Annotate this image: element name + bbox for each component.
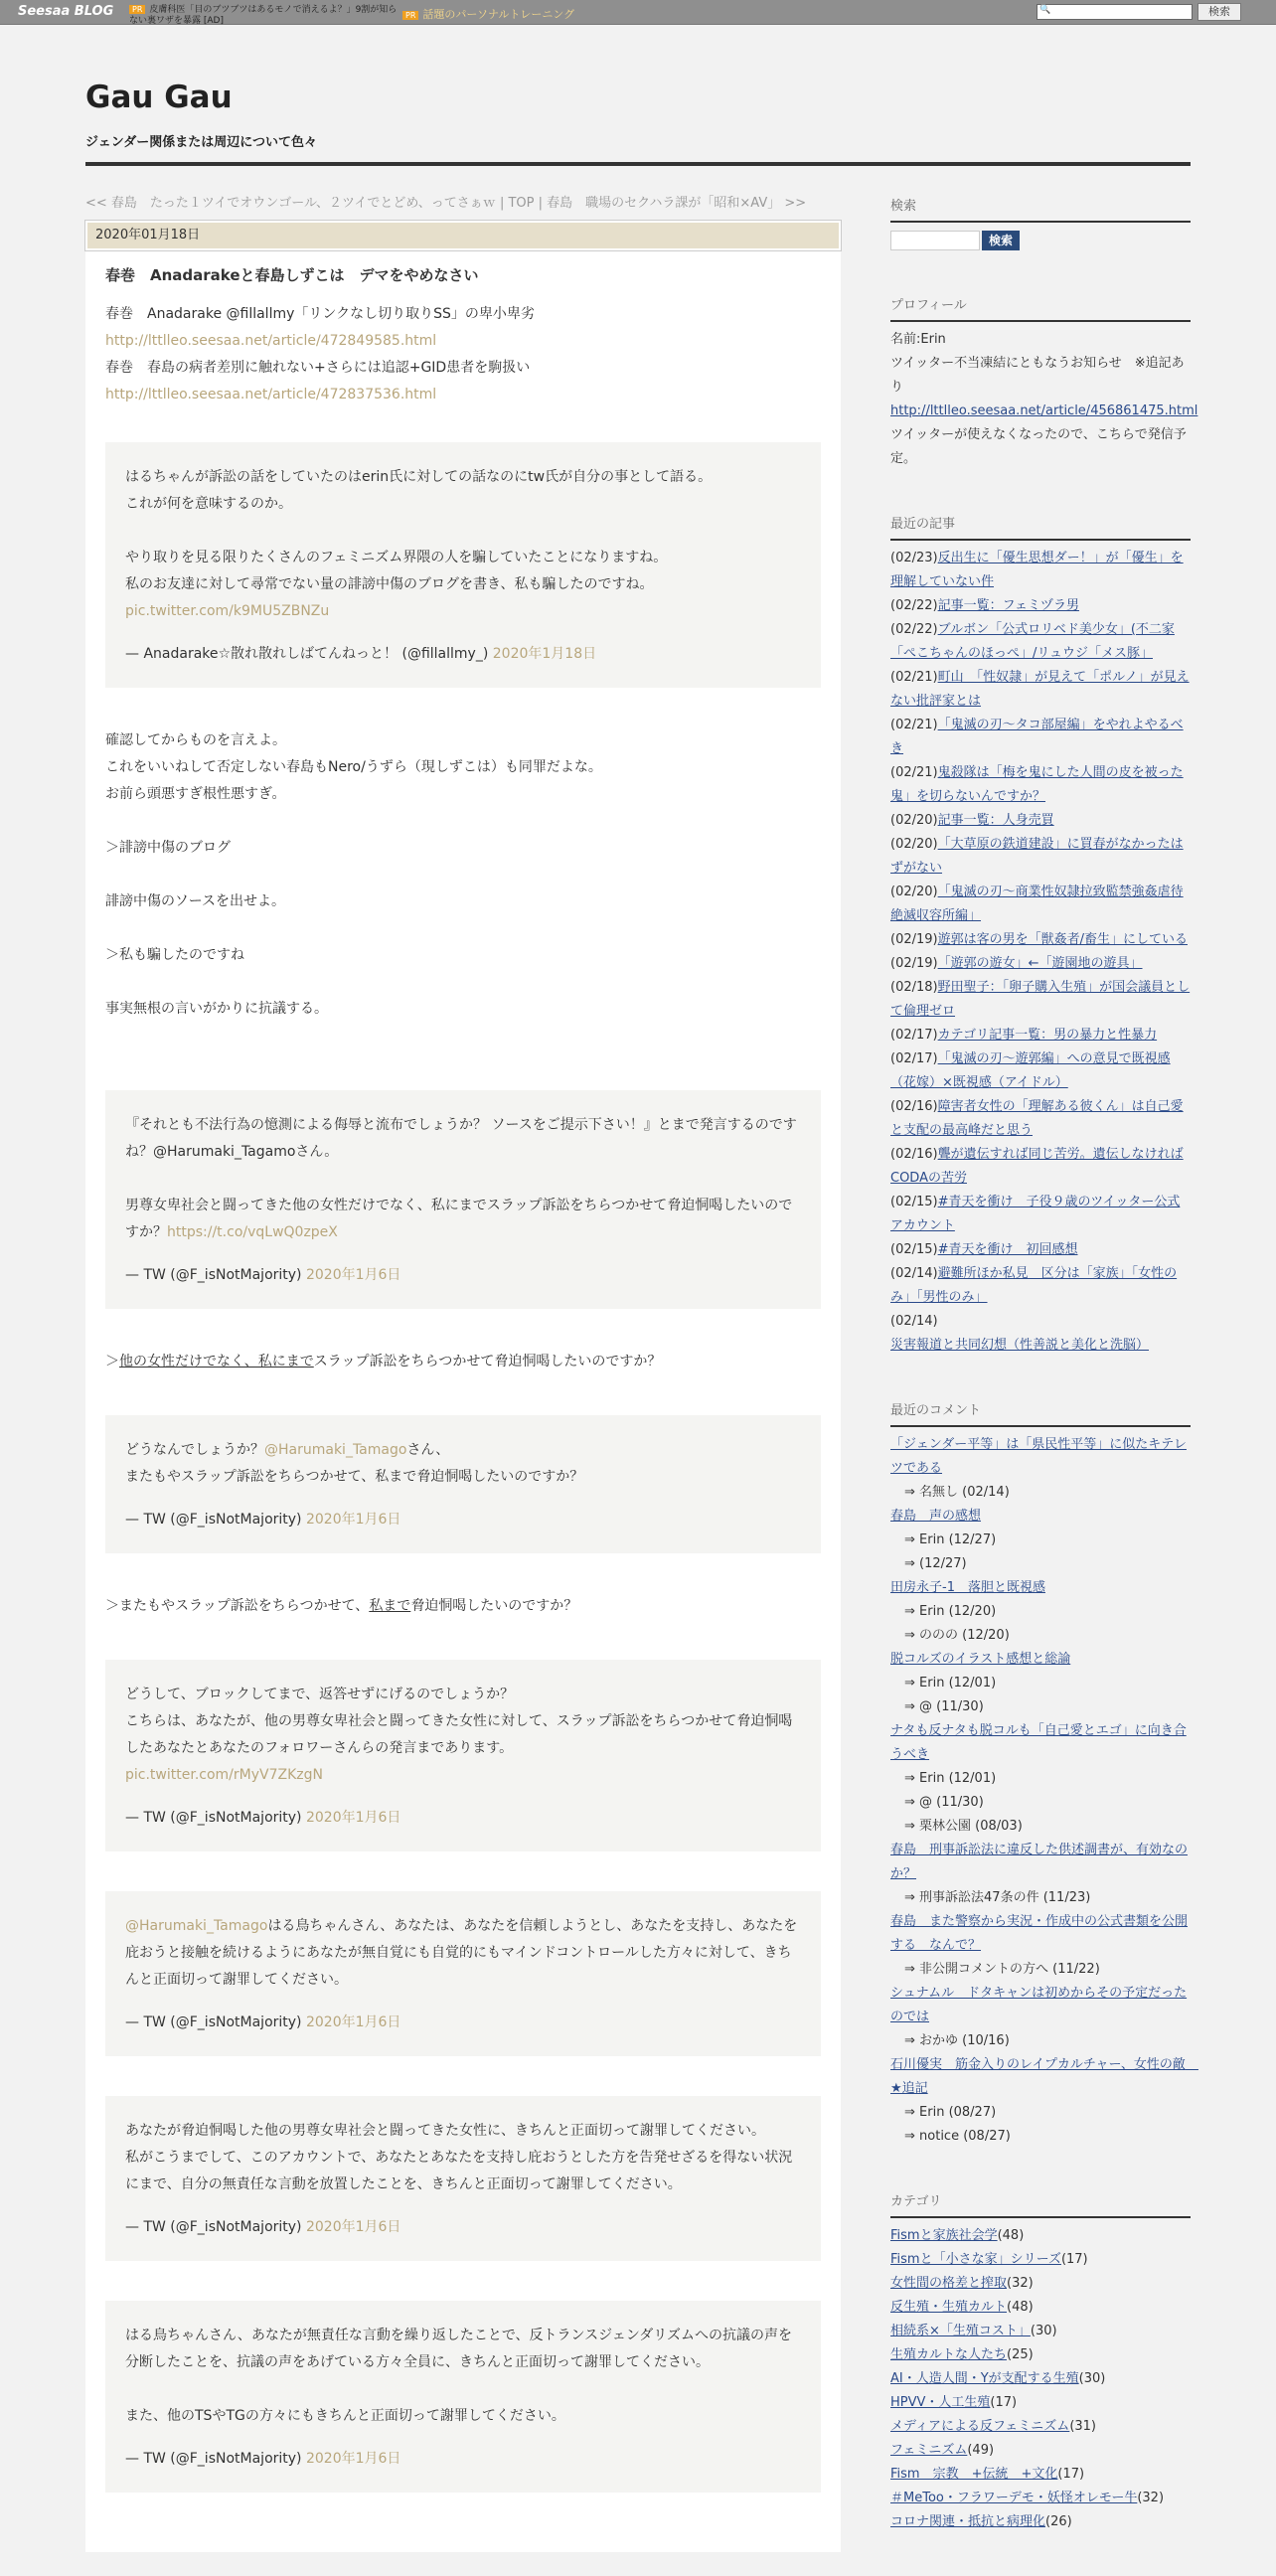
tweet-author: — TW (@F_isNotMajority) <box>125 1512 302 1528</box>
category-item <box>890 2296 1191 2320</box>
comment-author[interactable]: ⇒ 栗林公園 (08/03) <box>904 1819 1023 1834</box>
recent-post-item <box>890 952 1191 976</box>
recent-post-link[interactable]: #青天を衝け 初回感想 <box>937 1242 1078 1257</box>
recent-post-link[interactable]: 避難所ほか私見 区分は「家族」「女性のみ」「男性のみ」 <box>890 1266 1178 1305</box>
sidebar-search-button[interactable]: 検索 <box>982 231 1020 250</box>
recent-comment-item <box>890 1648 1191 1719</box>
recent-post-link[interactable]: 鬼殺隊は「梅を鬼にした人間の皮を被った鬼」を切らないんですか？ <box>890 765 1184 804</box>
recent-post-item <box>890 761 1191 809</box>
section-heading: カテゴリ <box>890 2190 1191 2218</box>
top-bar <box>0 0 1276 25</box>
comment-author[interactable]: ⇒ (12/27) <box>904 1556 967 1571</box>
category-count: (31) <box>1069 2419 1096 2434</box>
tweet-author: — TW (@F_isNotMajority) <box>125 2219 302 2235</box>
recent-post-link[interactable]: 記事一覧：フェミヅラ男 <box>937 598 1079 613</box>
recent-post-item <box>890 714 1191 761</box>
comment-author[interactable]: ⇒ notice (08/27) <box>904 2129 1011 2144</box>
quote-text: こちらは、あなたが、他の男尊女卑社会と闘ってきた女性に対して、スラップ訴訟をちらつかせて脅迫恫喝したあなたとあなたのフォロワーさんらの発言まであります。 <box>125 1713 793 1756</box>
comment-author[interactable]: ⇒ Erin (12/20) <box>904 1604 997 1619</box>
section-heading: 最近の記事 <box>890 513 1191 541</box>
comment-post-link[interactable]: ナタも反ナタも脱コルも「自己愛とエゴ」に向き合うべき <box>890 1723 1187 1762</box>
recent-post-link[interactable]: 災害報道と共同幻想（性善説と美化と洗脳） <box>890 1338 1150 1353</box>
comment-author[interactable]: ⇒ Erin (12/27) <box>904 1532 997 1547</box>
tweet-date-link[interactable]: 2020年1月6日 <box>305 2451 401 2467</box>
tweet-citation <box>125 641 801 668</box>
ad-text: 話題のパーソナルトレーニング <box>422 8 575 21</box>
intro-text: 春巻 春島の病者差別に触れない+さらには追認+GID患者を駒扱い <box>105 360 531 376</box>
tweet-date-link[interactable]: 2020年1月18日 <box>492 646 597 662</box>
recent-post-item <box>890 1024 1191 1047</box>
tweet-image-link[interactable]: pic.twitter.com/k9MU5ZBNZu <box>125 603 330 619</box>
recent-post-item <box>890 809 1191 833</box>
category-item <box>890 2272 1191 2296</box>
prev-post-link[interactable]: << 春島 たった１ツイでオウンゴール、２ツイでとどめ、ってさぁｗ <box>85 196 496 211</box>
quote-text: また、他のTSやTGの方々にもきちんと正面切って謝罪してください。 <box>125 2408 565 2424</box>
quote-text: どうなんでしょうか？ <box>125 1442 264 1458</box>
recent-post-link[interactable]: #青天を衝け 子役９歳のツイッター公式アカウント <box>890 1195 1181 1233</box>
quote-text: 男尊女卑社会と闘ってきた他の女性だけでなく、私にまでスラップ訴訟をちらつかせて脅迫恫喝したいのですか？ <box>125 1198 793 1240</box>
section-heading: プロフィール <box>890 294 1191 322</box>
nav-separator: | <box>499 196 505 211</box>
body-text: ＞私も騙したのですね <box>105 947 244 963</box>
underlined-text: 他の女性だけでなく、私にまで <box>119 1354 314 1369</box>
comment-post-link[interactable]: 「ジェンダー平等」は「県民性平等」に似たキテレツである <box>890 1437 1187 1476</box>
recent-post-date: (02/20) <box>890 837 938 852</box>
body-text: 事実無根の言いがかりに抗議する。 <box>105 1001 328 1017</box>
recent-post-date: (02/20) <box>890 885 938 899</box>
category-count: (17) <box>1060 2252 1088 2267</box>
comment-author[interactable]: ⇒ 非公開コメントの方へ (11/22) <box>904 1962 1100 1977</box>
recent-post-link[interactable]: カテゴリ記事一覧：男の暴力と性暴力 <box>937 1028 1158 1043</box>
sidebar-search-input[interactable] <box>890 231 980 250</box>
top-search-input[interactable] <box>1037 4 1193 20</box>
comment-author[interactable]: ⇒ @ (11/30) <box>904 1795 984 1810</box>
tweet-date-link[interactable]: 2020年1月6日 <box>305 1512 401 1528</box>
body-text: 脅迫恫喝したいのですか？ <box>410 1598 578 1614</box>
blog-description: ジェンダー関係または周辺について色々 <box>85 135 317 150</box>
recent-post-date: (02/14) <box>890 1266 938 1281</box>
quote-text: はるちゃんが訴訟の話をしていたのはerin氏に対しての話なのにtw氏が自分の事として語る。 <box>125 469 713 485</box>
recent-post-link[interactable]: 聾が遺伝すれば同じ苦労。遺伝しなければCODAの苦労 <box>890 1147 1184 1186</box>
post <box>85 250 841 2552</box>
recent-comment-item <box>890 1505 1191 1576</box>
tweet-citation <box>125 2446 801 2473</box>
category-item <box>890 2391 1191 2415</box>
recent-post-date: (02/22) <box>890 622 938 637</box>
seesaa-logo[interactable]: Seesaa BLOG <box>18 4 114 19</box>
recent-post-item <box>890 928 1191 952</box>
category-link[interactable]: 生殖カルトな人たち <box>890 2347 1008 2362</box>
comment-post-link[interactable]: 春島 刑事訴訟法に違反した供述調書が、有効なのか？ <box>890 1843 1189 1881</box>
quote-text: あなたが脅迫恫喝した他の男尊女卑社会と闘ってきた女性に、きちんと正面切って謝罪してください。 <box>125 2123 765 2139</box>
recent-post-item <box>890 976 1191 1024</box>
comment-author[interactable]: ⇒ Erin (08/27) <box>904 2105 997 2120</box>
recent-post-link[interactable]: 「遊郭の遊女」←「遊園地の遊具」 <box>937 956 1143 971</box>
recent-post-item <box>890 666 1191 714</box>
quote-text: 私のお友達に対して尋常でない量の誹謗中傷のブログを書き、私も騙したのですね。 <box>125 576 654 592</box>
recent-comment-item <box>890 1982 1191 2053</box>
category-item <box>890 2320 1191 2343</box>
ad-link-1[interactable] <box>129 4 398 27</box>
tweet-date-link[interactable]: 2020年1月6日 <box>305 2219 401 2235</box>
recent-post-link[interactable]: 「大草原の鉄道建設」に買春がなかったはずがない <box>890 837 1184 876</box>
recent-comments-section <box>890 1399 1198 2149</box>
tweet-author: — TW (@F_isNotMajority) <box>125 2451 302 2467</box>
recent-post-link[interactable]: 遊郭は客の男を「獣姦者/畜生」にしている <box>937 932 1188 947</box>
quote-text: 私がこうまでして、このアカウントで、あなたとあなたを支持し庇おうとした方を告発せざるを得ない状況にまで、自分の無責任な言動を放置したことを、きちんと正面切って謝罪してください。 <box>125 2150 793 2192</box>
tweet-date-link[interactable]: 2020年1月6日 <box>305 2014 401 2030</box>
quote-text: さん、 <box>406 1442 450 1458</box>
recent-post-item <box>890 1310 1191 1358</box>
profile-name: 名前:Erin <box>890 332 946 347</box>
category-count: (32) <box>1137 2491 1165 2505</box>
category-link[interactable]: ＃MeToo・フラワーデモ・妖怪オレモー牛 <box>890 2491 1138 2505</box>
recent-comment-item <box>890 1910 1191 1982</box>
mention-link[interactable]: @Harumaki_Tamago <box>125 1918 268 1934</box>
recent-post-date: (02/21) <box>890 670 938 685</box>
ad-tag: PR <box>129 5 145 14</box>
body-text: ＞またもやスラップ訴訟をちらつかせて、 <box>105 1598 370 1614</box>
profile-link[interactable]: http://lttlleo.seesaa.net/article/456861475.html <box>890 403 1198 418</box>
profile-text: ツイッター不当凍結にともなうお知らせ ※追記あり <box>890 356 1185 395</box>
blog-header <box>85 80 1191 150</box>
tweet-link[interactable]: https://t.co/vqLwQ0zpeX <box>167 1224 338 1240</box>
recent-post-date: (02/14) <box>890 1314 938 1329</box>
intro-link[interactable]: http://lttlleo.seesaa.net/article/472849585.html <box>105 333 437 349</box>
tweet-citation <box>125 2214 801 2241</box>
quote-text: やり取りを見る限りたくさんのフェミニズム界隈の人を騙していたことになりますね。 <box>125 550 668 565</box>
comment-post-link[interactable]: 春島 声の感想 <box>890 1509 982 1524</box>
profile-section <box>890 294 1198 471</box>
ad-tag: PR <box>402 11 418 20</box>
quote-text: はる鳥ちゃんさん、あなたは、あなたを信頼しようとし、あなたを支持し、あなたを庇おうと接触を続けるようにあなたが無自覚にも自覚的にもマインドコントロールした方々に対して、きちんと正面切って謝罪してください。 <box>125 1918 798 1988</box>
category-count: (49) <box>967 2443 995 2458</box>
category-count: (30) <box>1078 2371 1106 2386</box>
category-link[interactable]: コロナ関連・抵抗と病理化 <box>890 2514 1046 2529</box>
tweet-citation <box>125 1262 801 1289</box>
recent-comment-item <box>890 1433 1191 1505</box>
recent-post-date: (02/21) <box>890 718 938 732</box>
recent-post-item <box>890 1191 1191 1238</box>
tweet-quote <box>105 1660 821 1852</box>
body-text: ＞ <box>105 1354 119 1369</box>
body-text: スラップ訴訟をちらつかせて脅迫恫喝したいのですか？ <box>313 1354 662 1369</box>
recent-post-item <box>890 833 1191 881</box>
recent-post-link[interactable]: 町山 「性奴隷」が見えて「ポルノ」が見えない批評家とは <box>890 670 1190 709</box>
category-count: (17) <box>990 2395 1018 2410</box>
category-link[interactable]: フェミニズム <box>890 2443 968 2458</box>
recent-post-link[interactable]: 「鬼滅の刃～タコ部屋編」をやれよやるべき <box>890 718 1184 756</box>
category-item <box>890 2224 1191 2248</box>
category-count: (25) <box>1007 2347 1034 2362</box>
tweet-quote <box>105 442 821 688</box>
category-count: (32) <box>1007 2276 1034 2291</box>
tweet-author: — TW (@F_isNotMajority) <box>125 2014 302 2030</box>
ad-text: 皮膚科医「目のブツブツはあるモノで消えるよ？」9割が知らない裏ワザを暴露 [AD] <box>129 5 398 26</box>
comment-author[interactable]: ⇒ 名無し (02/14) <box>904 1485 1010 1500</box>
body-text: 誹謗中傷のソースを出せよ。 <box>105 893 286 909</box>
body-text: 確認してからものを言えよ。 <box>105 732 286 748</box>
recent-post-date: (02/15) <box>890 1242 938 1257</box>
post-title[interactable]: 春巻 Anadarakeと春島しずこは デマをやめなさい <box>105 266 479 284</box>
category-item <box>890 2510 1191 2534</box>
category-item <box>890 2439 1191 2463</box>
recent-post-date: (02/19) <box>890 956 938 971</box>
category-link[interactable]: 女性間の格差と搾取 <box>890 2276 1008 2291</box>
recent-comment-item <box>890 1576 1191 1648</box>
recent-post-link[interactable]: 記事一覧：人身売買 <box>937 813 1054 828</box>
category-link[interactable]: 相続系×「生殖コスト」 <box>890 2324 1031 2338</box>
comment-post-link[interactable]: 石川優実 筋金入りのレイプカルチャー、女性の敵 ★追記 <box>890 2057 1198 2096</box>
category-link[interactable]: AI・人造人間・Yが支配する生殖 <box>890 2371 1079 2386</box>
section-heading: 検索 <box>890 195 1191 223</box>
comment-author[interactable]: ⇒ @ (11/30) <box>904 1699 984 1714</box>
profile-text: ツイッターが使えなくなったので、こちらで発信予定。 <box>890 427 1187 466</box>
post-body <box>85 301 841 2552</box>
recent-post-item <box>890 1047 1191 1095</box>
mention-link[interactable]: @Harumaki_Tamago <box>264 1442 407 1458</box>
quote-text: またもやスラップ訴訟をちらつかせて、私まで脅迫恫喝したいのですか？ <box>125 1469 584 1485</box>
next-post-link[interactable]: 春島 職場のセクハラ課が「昭和×AV」 >> <box>547 196 807 211</box>
category-link[interactable]: Fism 宗教 +伝統 +文化 <box>890 2467 1058 2482</box>
category-item <box>890 2367 1191 2391</box>
recent-post-date: (02/19) <box>890 932 938 947</box>
sidebar <box>890 195 1198 2576</box>
category-count: (48) <box>1007 2300 1034 2315</box>
recent-post-item <box>890 547 1191 594</box>
quote-text: これが何を意味するのか。 <box>125 496 292 512</box>
post-date: 2020年01月18日 <box>85 221 841 250</box>
comment-post-link[interactable]: シュナムル ドタキャンは初めからその予定だったのでは <box>890 1986 1188 2024</box>
comment-author[interactable]: ⇒ 刑事訴訟法47条の件 (11/23) <box>904 1890 1091 1905</box>
recent-post-item <box>890 618 1191 666</box>
recent-post-link[interactable]: 「鬼滅の刃～商業性奴隷拉致監禁強姦虐待絶滅収容所編」 <box>890 885 1184 923</box>
recent-post-date: (02/15) <box>890 1195 938 1209</box>
tweet-citation <box>125 1805 801 1832</box>
body-text: これをいいねして否定しない春島もNero/うずら（現しずこは）も同罪だよな。 <box>105 759 602 775</box>
header-divider <box>85 162 1191 166</box>
tweet-citation <box>125 2010 801 2036</box>
category-item <box>890 2463 1191 2487</box>
category-item <box>890 2415 1191 2439</box>
search-icon: 🔍 <box>1039 5 1051 15</box>
tweet-citation <box>125 1507 801 1533</box>
category-count: (30) <box>1030 2324 1057 2338</box>
tweet-image-link[interactable]: pic.twitter.com/rMyV7ZKzgN <box>125 1767 323 1783</box>
tweet-quote <box>105 1090 821 1309</box>
recent-comment-item <box>890 1719 1191 1839</box>
recent-post-date: (02/21) <box>890 765 938 780</box>
category-count: (48) <box>997 2228 1025 2243</box>
recent-post-date: (02/22) <box>890 598 938 613</box>
comment-author[interactable]: ⇒ おかゆ (10/16) <box>904 2033 1010 2048</box>
recent-post-date: (02/17) <box>890 1028 938 1043</box>
recent-post-link[interactable]: 反出生に「優生思想ダー！」が「優生」を理解していない件 <box>890 551 1184 589</box>
category-count: (26) <box>1045 2514 1072 2529</box>
top-search-button[interactable]: 検索 <box>1197 3 1241 21</box>
comment-post-link[interactable]: 脱コルズのイラスト感想と総論 <box>890 1652 1071 1667</box>
tweet-date-link[interactable]: 2020年1月6日 <box>305 1810 401 1826</box>
body-text <box>105 1593 821 1620</box>
tweet-date-link[interactable]: 2020年1月6日 <box>305 1267 401 1283</box>
category-link[interactable]: メディアによる反フェミニズム <box>890 2419 1070 2434</box>
recent-comment-item <box>890 2053 1198 2149</box>
category-link[interactable]: 反生殖・生殖カルト <box>890 2300 1008 2315</box>
recent-post-link[interactable]: 野田聖子：「卵子購入生殖」が国会議員として倫理ゼロ <box>890 980 1191 1019</box>
post-navigation <box>85 195 841 213</box>
recent-post-link[interactable]: 障害者女性の「理解ある彼くん」は自己愛と支配の最高峰だと思う <box>890 1099 1184 1138</box>
ad-link-2[interactable] <box>402 6 574 22</box>
comment-author[interactable]: ⇒ ののの (12/20) <box>904 1628 1010 1643</box>
recent-post-date: (02/16) <box>890 1099 938 1114</box>
recent-post-item <box>890 1238 1191 1262</box>
tweet-quote <box>105 2301 821 2493</box>
comment-post-link[interactable]: 田房永子-1 落胆と既視感 <box>890 1580 1045 1595</box>
categories-section <box>890 2190 1191 2534</box>
recent-post-date: (02/23) <box>890 551 938 565</box>
quote-text: どうして、ブロックしてまで、返答せずにげるのでしょうか？ <box>125 1687 515 1702</box>
category-link[interactable]: HPVV・人工生殖 <box>890 2395 991 2410</box>
recent-posts-section <box>890 513 1191 1358</box>
tweet-author: — TW (@F_isNotMajority) <box>125 1810 302 1826</box>
recent-post-date: (02/20) <box>890 813 938 828</box>
recent-post-item <box>890 1262 1191 1310</box>
recent-post-item <box>890 594 1191 618</box>
tweet-author: — Anadarake☆散れ散れしばてんねっと！ (@fillallmy_) <box>125 646 489 662</box>
quote-text: 『それとも不法行為の憶測による侮辱と流布でしょうか？ ソースをご提示下さい！』とまで発言するのですね？@Harumaki_Tagamoさん。 <box>125 1117 797 1160</box>
category-link[interactable]: Fismと「小さな家」シリーズ <box>890 2252 1061 2267</box>
intro-text: 春巻 Anadarake @fillallmy「リンクなし切り取りSS」の卑小卑劣 <box>105 306 535 322</box>
category-item <box>890 2343 1191 2367</box>
main-column <box>85 195 841 2552</box>
recent-post-link[interactable]: ブルボン「公式ロリベド美少女」(不二家「ぺこちゃんのほっぺ」/リュウジ「メス豚」 <box>890 622 1175 661</box>
recent-comment-item <box>890 1839 1191 1910</box>
comment-author[interactable]: ⇒ Erin (12/01) <box>904 1676 997 1690</box>
category-item <box>890 2248 1191 2272</box>
nav-separator: | <box>538 196 544 211</box>
recent-post-item <box>890 881 1191 928</box>
recent-post-item <box>890 1095 1191 1143</box>
recent-post-date: (02/16) <box>890 1147 938 1162</box>
body-text: ＞誹謗中傷のブログ <box>105 840 231 856</box>
category-count: (17) <box>1057 2467 1085 2482</box>
recent-post-date: (02/17) <box>890 1051 938 1066</box>
quote-text: はる鳥ちゃんさん、あなたが無責任な言動を繰り返したことで、反トランスジェンダリズムへの抗議の声を分断したことを、抗議の声をあげている方々全員に、きちんと正面切って謝罪してください。 <box>125 2328 793 2370</box>
body-text <box>105 1349 821 1375</box>
recent-post-link[interactable]: 「鬼滅の刃～遊郭編」への意見で既視感（花嫁）×既視感（アイドル） <box>890 1051 1171 1090</box>
intro-link[interactable]: http://lttlleo.seesaa.net/article/472837536.html <box>105 387 437 402</box>
section-heading: 最近のコメント <box>890 1399 1191 1427</box>
tweet-quote <box>105 1891 821 2056</box>
category-link[interactable]: Fismと家族社会学 <box>890 2228 998 2243</box>
recent-post-item <box>890 1143 1191 1191</box>
underlined-text: 私まで <box>369 1598 411 1614</box>
search-section <box>890 195 1191 252</box>
blog-title[interactable]: Gau Gau <box>85 80 233 115</box>
recent-post-date: (02/18) <box>890 980 938 995</box>
comment-author[interactable]: ⇒ Erin (12/01) <box>904 1771 997 1786</box>
tweet-quote <box>105 2096 821 2261</box>
category-item <box>890 2487 1191 2510</box>
comment-post-link[interactable]: 春島 また警察から実況・作成中の公式書類を公開する なんで？ <box>890 1914 1189 1953</box>
top-link[interactable]: TOP <box>508 196 535 211</box>
tweet-quote <box>105 1415 821 1553</box>
body-text: お前ら頭悪すぎ根性悪すぎ。 <box>105 786 286 802</box>
tweet-author: — TW (@F_isNotMajority) <box>125 1267 302 1283</box>
